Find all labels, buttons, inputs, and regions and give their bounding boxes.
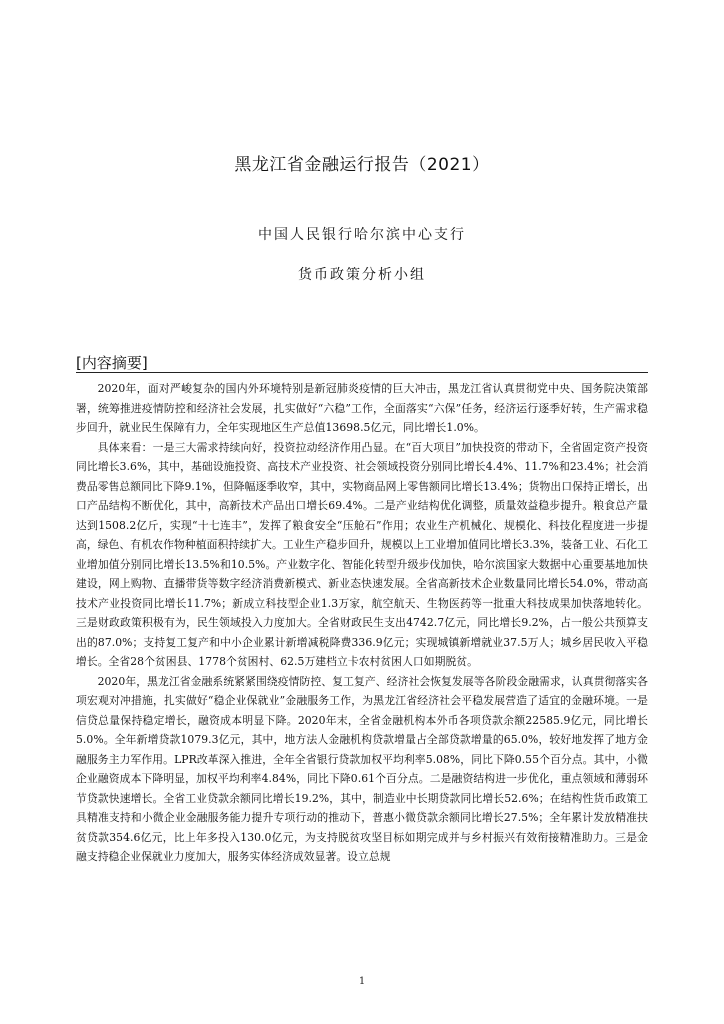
abstract-body [76, 379, 648, 867]
page-number: 1 [358, 976, 366, 987]
paragraph: 2020年，面对严峻复杂的国内外环境特别是新冠肺炎疫情的巨大冲击，黑龙江省认真贯彻党中央、国务院决策部署，统筹推进疫情防控和经济社会发展，扎实做好“六稳”工作，全面落实“六保”任务，经济运行逐季好转，生产需求稳步回升，就业民生保障有力，全年实现地区生产总值13698.5亿元，同比增长1.0%。 [76, 382, 648, 434]
author-group: 货币政策分析小组 [298, 267, 426, 283]
paragraph: 具体来看：一是三大需求持续向好，投资拉动经济作用凸显。在“百大项目”加快投资的带动下，全省固定资产投资同比增长3.6%，其中，基础设施投资、高技术产业投资、社会领域投资分别同比增长4.4%、11.7%和23.4%；社会消费品零售总额同比下降9.1%，但降幅逐季收窄，其中，实物商品网上零售额同比增长13.4%；货物出口保持正增长，出口产品结构不断优化，其中，高新技术产品出口增长69.4%。二是产业结构优化调整，质量效益稳步提升。粮食总产量达到1508.2亿斤，实现“十七连丰”，发挥了粮食安全“压舱石”作用；农业生产机械化、规模化、科技化程度进一步提高，绿色、有机农作物种植面积持续扩大。工业生产稳步回升，规模以上工业增加值同比增长3.3%，装备工业、石化工业增加值分别同比增长13.5%和10.5%。产业数字化、智能化转型升级步伐加快，哈尔滨国家大数据中心重要基地加快建设，网上购物、直播带货等数字经济消费新模式、新业态快速发展。全省高新技术企业数量同比增长54.0%，带动高技术产业投资同比增长11.7%；新成立科技型企业1.3万家，航空航天、生物医药等一批重大科技成果加快落地转化。三是财政政策积极有为，民生领域投入力度加大。全省财政民生支出4742.7亿元，同比增长9.2%，占一般公共预算支出的87.0%；支持复工复产和中小企业累计新增减税降费336.9亿元；实现城镇新增就业37.5万人；城乡居民收入平稳增长。全省28个贫困县、1778个贫困村、62.5万建档立卡农村贫困人口如期脱贫。 [76, 440, 648, 668]
author-organization: 中国人民银行哈尔滨中心支行 [258, 227, 466, 243]
section-heading-abstract: [内容摘要] [76, 354, 148, 372]
section-divider [76, 372, 648, 373]
paragraph: 2020年，黑龙江省金融系统紧紧围绕疫情防控、复工复产、经济社会恢复发展等各阶段金融需求，认真贯彻落实各项宏观对冲措施，扎实做好“稳企业保就业”金融服务工作，为黑龙江省经济社会平稳发展营造了适宜的金融环境。一是信贷总量保持稳定增长，融资成本明显下降。2020年末，全省金融机构本外币各项贷款余额22585.9亿元，同比增长5.0%。全年新增贷款1079.3亿元，其中，地方法人金融机构贷款增量占全部贷款增量的65.0%，较好地发挥了地方金融服务主力军作用。LPR改革深入推进，全年全省银行贷款加权平均利率5.08%，同比下降0.55个百分点。其中，小微企业融资成本下降明显，加权平均利率4.84%，同比下降0.61个百分点。二是融资结构进一步优化，重点领域和薄弱环节贷款快速增长。全省工业贷款余额同比增长19.2%，其中，制造业中长期贷款同比增长52.6%；在结构性货币政策工具精准支持和小微企业金融服务能力提升专项行动的推动下，普惠小微贷款余额同比增长27.5%；全年累计发放精准扶贫贷款354.6亿元，比上年多投入130.0亿元，为支持脱贫攻坚目标如期完成并与乡村振兴有效衔接精准助力。三是金融支持稳企业保就业力度加大，服务实体经济成效显著。设立总规 [76, 674, 648, 863]
report-title: 黑龙江省金融运行报告（2021） [234, 155, 490, 175]
